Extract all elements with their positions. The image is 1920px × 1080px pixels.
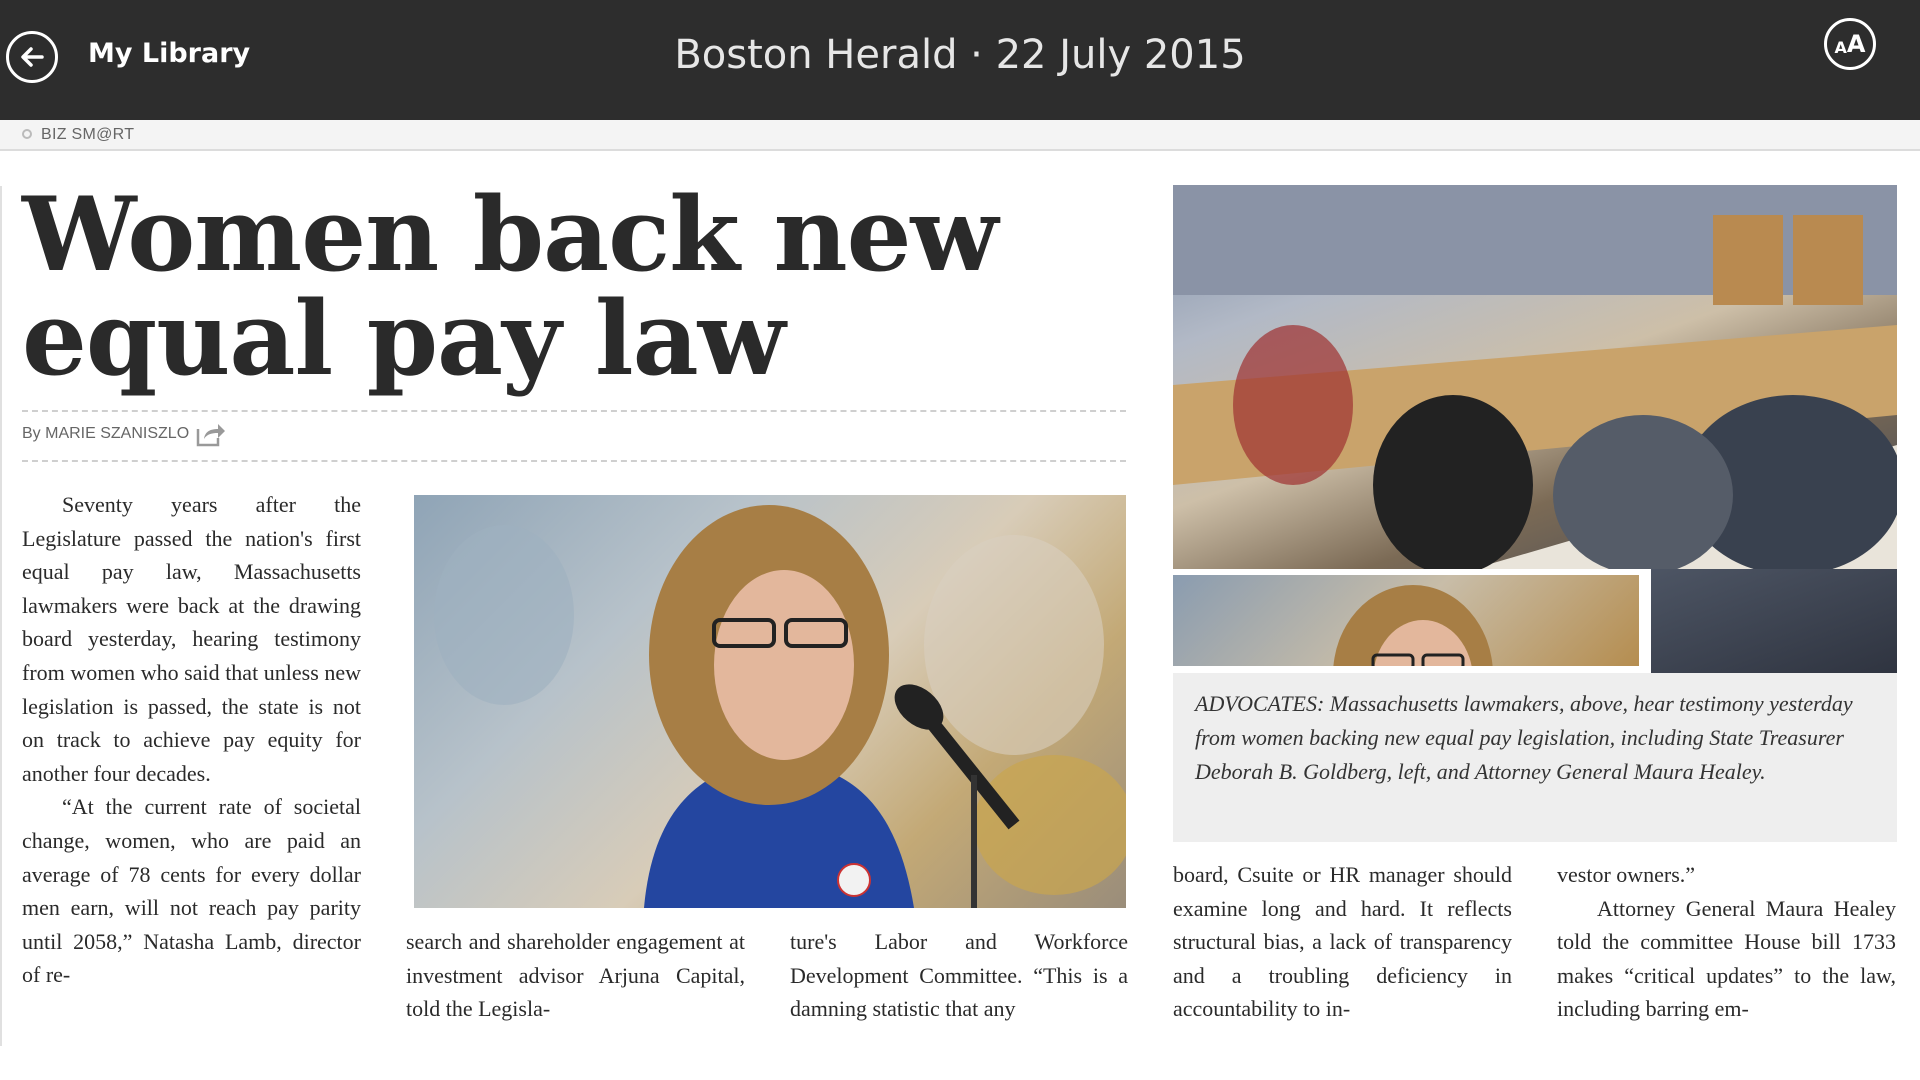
- share-button[interactable]: [196, 421, 226, 452]
- photo-inset-illustration: [1173, 575, 1639, 666]
- article-headline: Women back new equal pay law: [22, 175, 998, 399]
- share-icon: [196, 421, 226, 447]
- text-size-big-glyph: A: [1846, 30, 1866, 58]
- paragraph: Seventy years after the Legislature passed the nation's first equal pay law, Massachusetts lawmakers were back at the drawing board yesterday, hearing testimony from women who said that unless new legislation is passed, the state is not on track to achieve pay equity for another four decades.: [22, 492, 361, 786]
- text-size-button[interactable]: [1824, 18, 1876, 70]
- section-bullet-icon: [22, 129, 32, 139]
- paragraph: ture's Labor and Workforce Development Committee. “This is a damning statistic that any: [790, 929, 1128, 1022]
- photo-speaker-illustration: [414, 495, 1126, 908]
- article-photo-inset: [1173, 569, 1645, 666]
- article-photo-hearing: [1173, 185, 1897, 569]
- photo-caption-box: [1173, 673, 1897, 842]
- top-bar: [0, 0, 1920, 120]
- text-size-small-glyph: A: [1834, 37, 1847, 57]
- article-photo-speaker: [414, 495, 1126, 908]
- photo-hearing-illustration: [1173, 185, 1897, 569]
- article-column-2: [406, 925, 745, 1026]
- photo-caption: ADVOCATES: Massachusetts lawmakers, above, hear testimony yesterday from women backing new equal pay legislation, including State Treasurer Deborah B. Goldberg, left, and Attorney General Maura Healey.: [1195, 691, 1853, 784]
- byline: By MARIE SZANISZLO: [22, 425, 190, 442]
- article-column-4: [1173, 858, 1512, 1026]
- paragraph: “At the current rate of societal change, women, who are paid an average of 78 cents for every dollar men earn, will not reach pay parity until 2058,” Natasha Lamb, director of re-: [22, 794, 361, 988]
- byline-divider-top: [22, 410, 1126, 412]
- byline-divider-bottom: [22, 460, 1126, 462]
- my-library-link[interactable]: My Library: [88, 38, 251, 69]
- paragraph: Attorney General Maura Healey told the committee House bill 1733 makes “critical updates” to the law, including barring em-: [1557, 895, 1896, 1022]
- article-column-5: [1557, 858, 1896, 1026]
- photo-hearing-continuation: [1651, 569, 1897, 673]
- paragraph: board, Csuite or HR manager should examine long and hard. It reflects structural bias, a lack of transparency and a troubling deficiency in accountability to in-: [1173, 862, 1512, 1022]
- paragraph: search and shareholder engagement at investment advisor Arjuna Capital, told the Legisla-: [406, 929, 745, 1022]
- article-column-3: [790, 925, 1128, 1026]
- section-label: BIZ SM@RT: [41, 126, 135, 143]
- section-bar: [0, 120, 1920, 151]
- article-column-1: [22, 488, 361, 992]
- page-edge-rule: [0, 186, 2, 1046]
- paragraph: vestor owners.”: [1557, 862, 1696, 887]
- publication-title: Boston Herald · 22 July 2015: [674, 32, 1246, 78]
